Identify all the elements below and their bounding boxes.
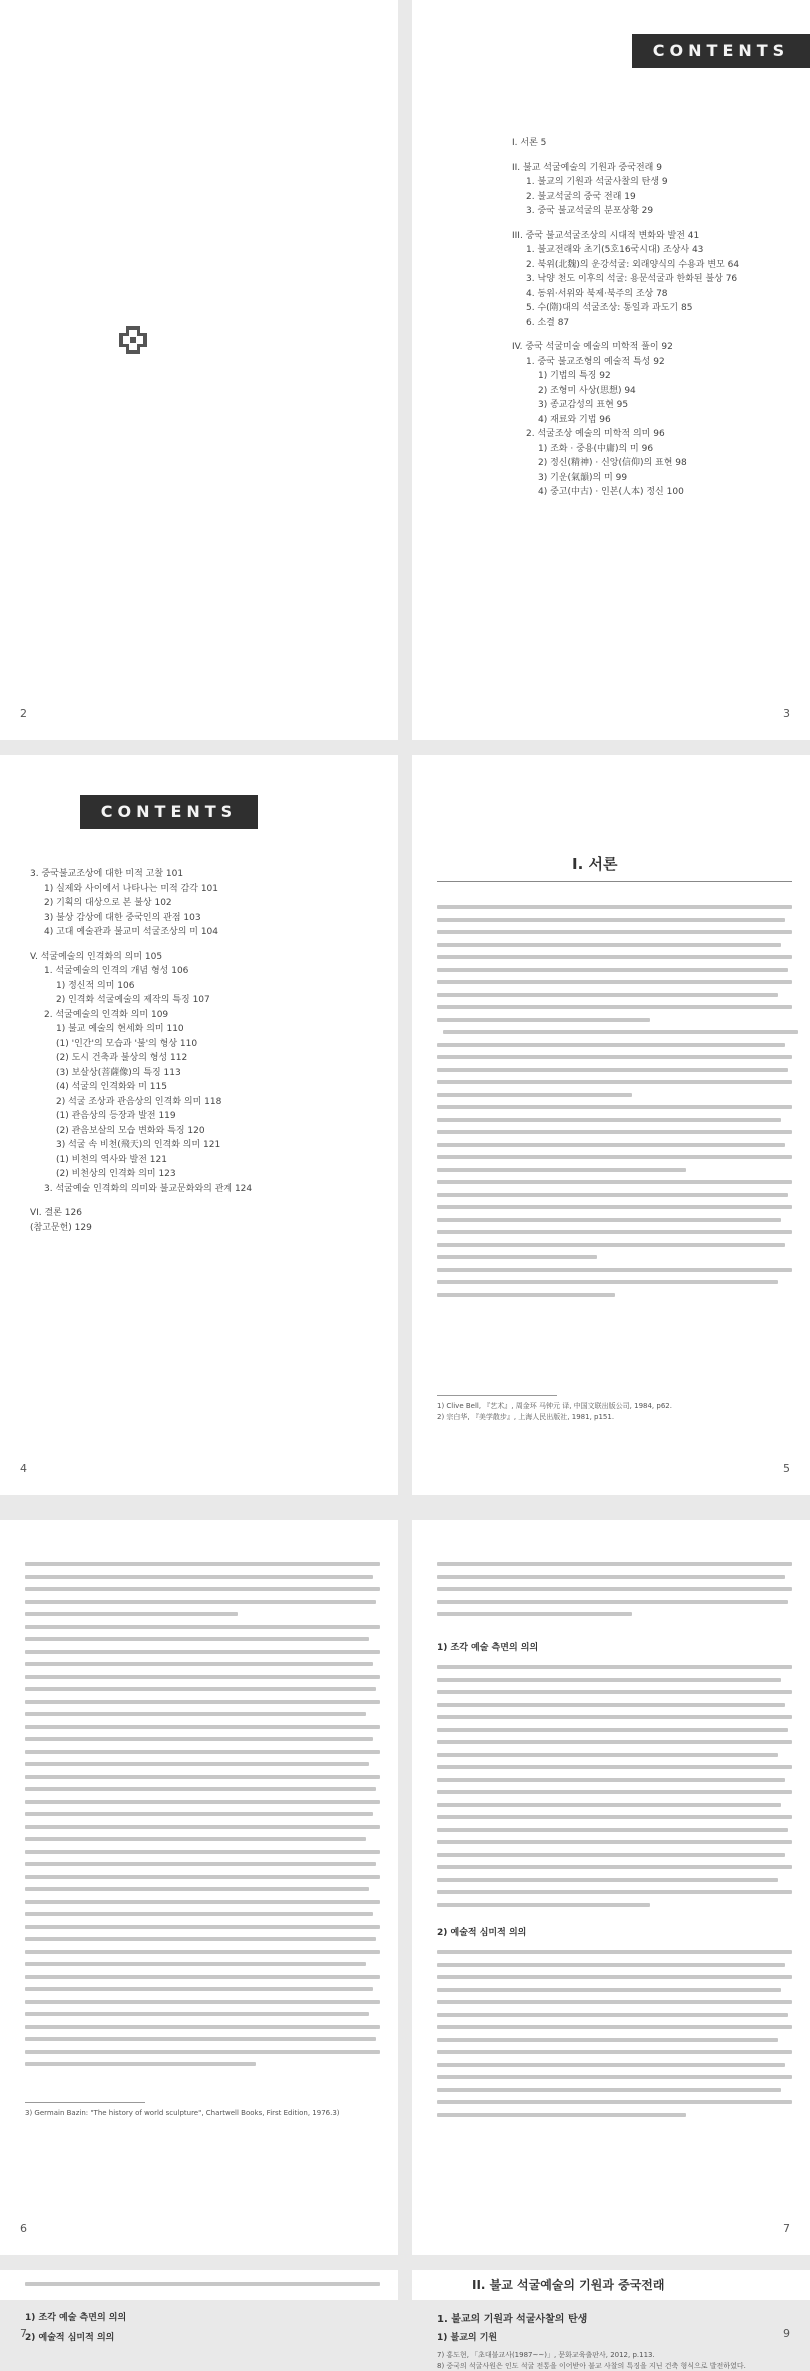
footnote: 1) Clive Bell, 『艺术』, 周金环 马钟元 译, 中国文联出版公司, 1984, p62. 2) 宗白华, 『美学散步』, 上海人民出版社, 1981, p151. [437,1402,672,1421]
page-number: 7 [20,2327,27,2340]
toc-entry[interactable]: 3) 불상 감상에 대한 중국인의 관점 103 [44,912,201,923]
toc-entry[interactable]: 3. 낙양 천도 이후의 석굴: 용문석굴과 한화된 불상 76 [526,274,738,284]
section-heading: 2) 예술적 심미적 의의 [437,1928,527,1938]
body-text [437,905,792,1305]
toc-entry[interactable]: 2) 인격화 석굴예술의 제작의 특징 107 [56,995,210,1005]
toc-entry[interactable]: (1) 비천의 역사와 발전 121 [56,1154,167,1165]
page-8 [0,2270,398,2343]
toc-entry[interactable]: 3. 석굴예술 인격화의 의미와 불교문화와의 관계 124 [44,1183,253,1194]
footnote: 3) Germain Bazin: "The history of world sculpture", Chartwell Books, First Edition, 1976.3) [25,2109,340,2117]
toc-entry[interactable]: 1) 실제와 사이에서 나타나는 미적 감각 101 [44,883,218,894]
body-text [437,1562,792,1625]
page-number: 2 [20,707,27,720]
toc-entry[interactable]: 2. 불교석굴의 중국 전래 19 [526,191,636,202]
toc-entry[interactable]: 2) 기획의 대상으로 본 불상 102 [44,898,172,908]
page-2 [0,0,398,740]
toc-entry[interactable]: IV. 중국 석굴미술 예술의 미학적 풀이 92 [512,342,673,352]
ornament-icon [118,325,148,355]
toc-entry[interactable]: 1. 불교의 기원과 석굴사찰의 탄생 9 [526,177,668,187]
page-number: 4 [20,1462,27,1475]
toc-entry[interactable]: 3) 종교감성의 표현 95 [538,400,629,410]
toc-entry[interactable]: (3) 보살상(菩薩像)의 특징 113 [56,1067,181,1078]
toc-entry[interactable]: 4) 재료와 기법 96 [538,414,611,425]
body-text [25,2282,380,2295]
section-heading: 1) 불교의 기원 [437,2333,498,2343]
page-7 [412,1520,810,2255]
footnote: 7) 홍도현, 「초대불교사(1987~~)」, 문화교육출판사, 2012, p.113. 8) 중국의 석굴사원은 인도 석굴 전통을 이어받아 불교 사찰의 특징을 지닌 건축 형식으로 발전하였다. [437,2351,746,2370]
subheading: 1. 불교의 기원과 석굴사찰의 탄생 [437,2314,588,2325]
page-number: 5 [783,1462,790,1475]
toc-entry[interactable]: (2) 관음보살의 모습 변화와 특징 120 [56,1125,205,1136]
toc-entry[interactable]: 6. 소결 87 [526,317,570,328]
chapter-heading: I. 서론 [572,855,618,873]
table-of-contents [30,867,385,1235]
contents-banner: CONTENTS [80,795,258,829]
toc-entry[interactable]: 2. 북위(北魏)의 운강석굴: 외래양식의 수용과 변모 64 [526,259,740,270]
toc-entry[interactable]: (2) 도시 건축과 불상의 형성 112 [56,1053,188,1063]
footnote-rule [25,2102,145,2103]
toc-entry[interactable]: 2) 정신(精神) · 신앙(信仰)의 표현 98 [538,458,687,468]
page-number: 7 [783,2222,790,2235]
section-heading: 1) 조각 예술 측면의 의의 [437,1643,539,1653]
toc-entry[interactable]: 4. 동위·서위와 북제·북주의 조상 78 [526,288,668,299]
toc-entry[interactable]: I. 서론 5 [512,138,547,148]
toc-entry[interactable]: 4) 중고(中古) · 인본(人本) 정신 100 [538,487,684,497]
toc-entry[interactable]: V. 석굴예술의 인격화의 의미 105 [30,951,163,962]
toc-entry[interactable]: 3) 석굴 속 비천(飛天)의 인격화 의미 121 [56,1140,221,1150]
toc-entry[interactable]: 3. 중국 불교석굴의 분포상황 29 [526,206,654,216]
page-number: 3 [783,707,790,720]
page-number: 9 [783,2327,790,2340]
toc-entry[interactable]: II. 불교 석굴예술의 기원과 중국전래 9 [512,162,662,173]
toc-entry[interactable]: 3) 기운(氣韻)의 미 99 [538,472,628,483]
toc-entry[interactable]: 2) 석굴 조상과 관음상의 인격화 의미 118 [56,1096,222,1107]
toc-entry[interactable]: 1. 석굴예술의 인격의 개념 형성 106 [44,966,189,976]
contents-banner: CONTENTS [632,34,810,68]
page-4 [0,755,398,1495]
toc-entry[interactable]: 2. 석굴조상 예술의 미학적 의미 96 [526,429,665,439]
toc-entry[interactable]: VI. 결론 126 [30,1208,82,1218]
page-6 [0,1520,398,2255]
toc-entry[interactable]: 1) 정신적 의미 106 [56,980,135,991]
page-3 [412,0,810,740]
body-text [437,1665,792,1915]
page-9 [412,2270,810,2370]
toc-entry[interactable]: 1) 불교 예술의 현세화 의미 110 [56,1024,184,1034]
toc-entry[interactable]: III. 중국 불교석굴조상의 시대적 변화와 발전 41 [512,230,700,241]
toc-entry[interactable]: 4) 고대 예술관과 불교미 석굴조상의 미 104 [44,927,218,937]
toc-entry[interactable]: 1. 불교전래와 초기(5호16국시대) 조상사 43 [526,245,704,255]
toc-entry[interactable]: (4) 석굴의 인격화와 미 115 [56,1082,167,1092]
table-of-contents [512,136,797,500]
chapter-heading: II. 불교 석굴예술의 기원과 중국전래 [472,2278,665,2292]
toc-entry[interactable]: (1) 관음상의 등장과 발전 119 [56,1111,176,1121]
body-text [25,1562,380,2075]
toc-entry[interactable]: (2) 비천상의 인격화 의미 123 [56,1169,176,1179]
page-5 [412,755,810,1495]
section-heading: 1) 조각 예술 측면의 의의 [25,2313,127,2323]
page-number: 6 [20,2222,27,2235]
toc-entry[interactable]: 5. 수(隋)대의 석굴조상: 통일과 과도기 85 [526,303,693,313]
toc-entry[interactable]: 1) 기법의 특징 92 [538,371,611,381]
toc-entry[interactable]: 1. 중국 불교조형의 예술적 특성 92 [526,356,665,367]
toc-entry[interactable]: 2) 조형미 사상(思想) 94 [538,385,636,396]
toc-entry[interactable]: 3. 중국불교조상에 대한 미적 고찰 101 [30,869,184,879]
body-text [437,1950,792,2125]
section-heading: 2) 예술적 심미적 의의 [25,2333,115,2343]
toc-entry[interactable]: (1) '인간'의 모습과 '불'의 형상 110 [56,1038,198,1049]
toc-entry[interactable]: (참고문헌) 129 [30,1222,92,1233]
footnote-rule [437,1395,557,1396]
divider [437,881,792,882]
toc-entry[interactable]: 2. 석굴예술의 인격화 의미 109 [44,1009,169,1020]
toc-entry[interactable]: 1) 조화 · 중용(中庸)의 미 96 [538,443,654,454]
